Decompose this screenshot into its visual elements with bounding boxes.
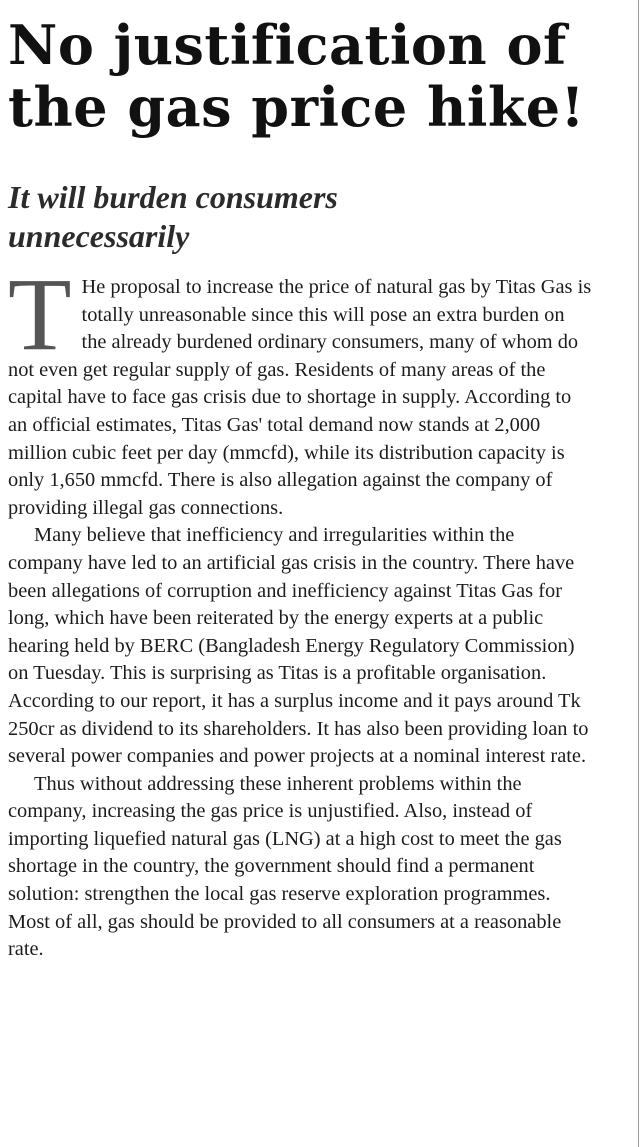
article-body [8, 257, 594, 964]
paragraph-2: Many believe that inefficiency and irregularities within the company have led to an artificial gas crisis in the country. There have been allegations of corruption and inefficiency against Titas Gas for long, which have been reiterated by the energy experts at a public hearing held by BERC (Bangladesh Energy Regulatory Commission) on Tuesday. This is surprising as Titas is a profitable organisation. According to our report, it has a surplus income and it pays around Tk 250cr as dividend to its shareholders. It has also been providing loan to several power companies and power projects at a nominal interest rate. [8, 524, 589, 768]
headline-line-2: the gas price hike! [8, 75, 585, 139]
headline [8, 14, 628, 138]
deck-subheadline [8, 178, 608, 256]
deck-line-1: It will burden consumers [8, 179, 338, 215]
headline-line-1: No justification of [8, 13, 567, 77]
paragraph-3: Thus without addressing these inherent problems within the company, increasing the gas price is unjustified. Also, instead of importing liquefied natural gas (LNG) at a high cost to meet the gas shortage in the country, the government should find a permanent solution: strengthen the local gas reserve exploration programmes. Most of all, gas should be provided to all consumers at a reasonable rate. [8, 772, 562, 961]
deck-line-2: unnecessarily [8, 218, 190, 254]
drop-cap: T [8, 257, 72, 372]
paragraph-1-text: He proposal to increase the price of natural gas by Titas Gas is totally unreasonable since this will pose an extra burden on the already burdened ordinary consumers, many of whom do not even get regular supply of gas. Residents of many areas of the capital have to face gas crisis due to shortage in supply. According to an official estimates, Titas Gas' total demand now stands at 2,000 million cubic feet per day (mmcfd), while its distribution capacity is only 1,650 mmcfd. There is also allegation against the company of providing illegal gas connections. [8, 276, 592, 519]
column-rule [638, 0, 639, 1147]
paragraph-1 [8, 257, 594, 522]
